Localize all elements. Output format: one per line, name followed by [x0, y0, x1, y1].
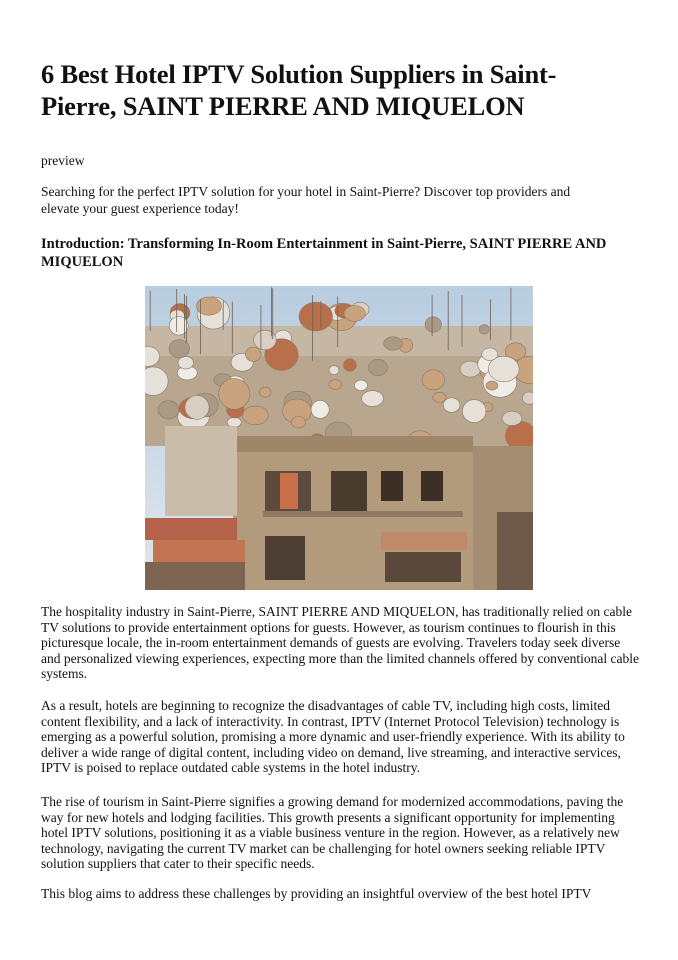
summary-text: Searching for the perfect IPTV solution for your hotel in Saint-Pierre? Discover top providers and elevate your guest experience today!: [41, 184, 571, 216]
page-title: 6 Best Hotel IPTV Solution Suppliers in Saint-Pierre, SAINT PIERRE AND MIQUELON: [41, 59, 557, 121]
preview-label: preview: [41, 153, 85, 168]
body-paragraph-1: The hospitality industry in Saint-Pierre, SAINT PIERRE AND MIQUELON, has traditionally relied on cable TV solutions to provide entertainment options for guests. However, as tourism continues to flourish in this picturesque locale, the in-room entertainment demands of guests are evolving. Travelers today seek diverse and personalized viewing experiences, expecting more than the limited channels offered by conventional cable systems.: [41, 604, 640, 682]
body-paragraph-3: The rise of tourism in Saint-Pierre signifies a growing demand for modernized accommodations, paving the way for new hotels and lodging facilities. This growth presents a significant opportunity for implementing hotel IPTV solutions, positioning it as a viable business venture in the region. However, as a relatively new technology, navigating the current TV market can be challenging for hotel owners seeking reliable IPTV solution suppliers that cater to their specific needs.: [41, 794, 624, 872]
body-paragraph-2: As a result, hotels are beginning to recognize the disadvantages of cable TV, including high costs, limited content flexibility, and a lack of interactivity. In contrast, IPTV (Internet Protocol Television) technology is emerging as a powerful solution, promising a more dynamic and user-friendly experience. With its ability to deliver a wide range of digital content, including video on demand, live streaming, and interactive services, IPTV is poised to replace outdated cable systems in the hotel industry.: [41, 698, 625, 776]
body-paragraph-4: This blog aims to address these challenges by providing an insightful overview of the best hotel IPTV: [41, 886, 592, 901]
rooftop-satellite-dishes-photo: [145, 286, 533, 590]
section-heading: Introduction: Transforming In-Room Entertainment in Saint-Pierre, SAINT PIERRE AND MIQUELON: [41, 236, 607, 270]
